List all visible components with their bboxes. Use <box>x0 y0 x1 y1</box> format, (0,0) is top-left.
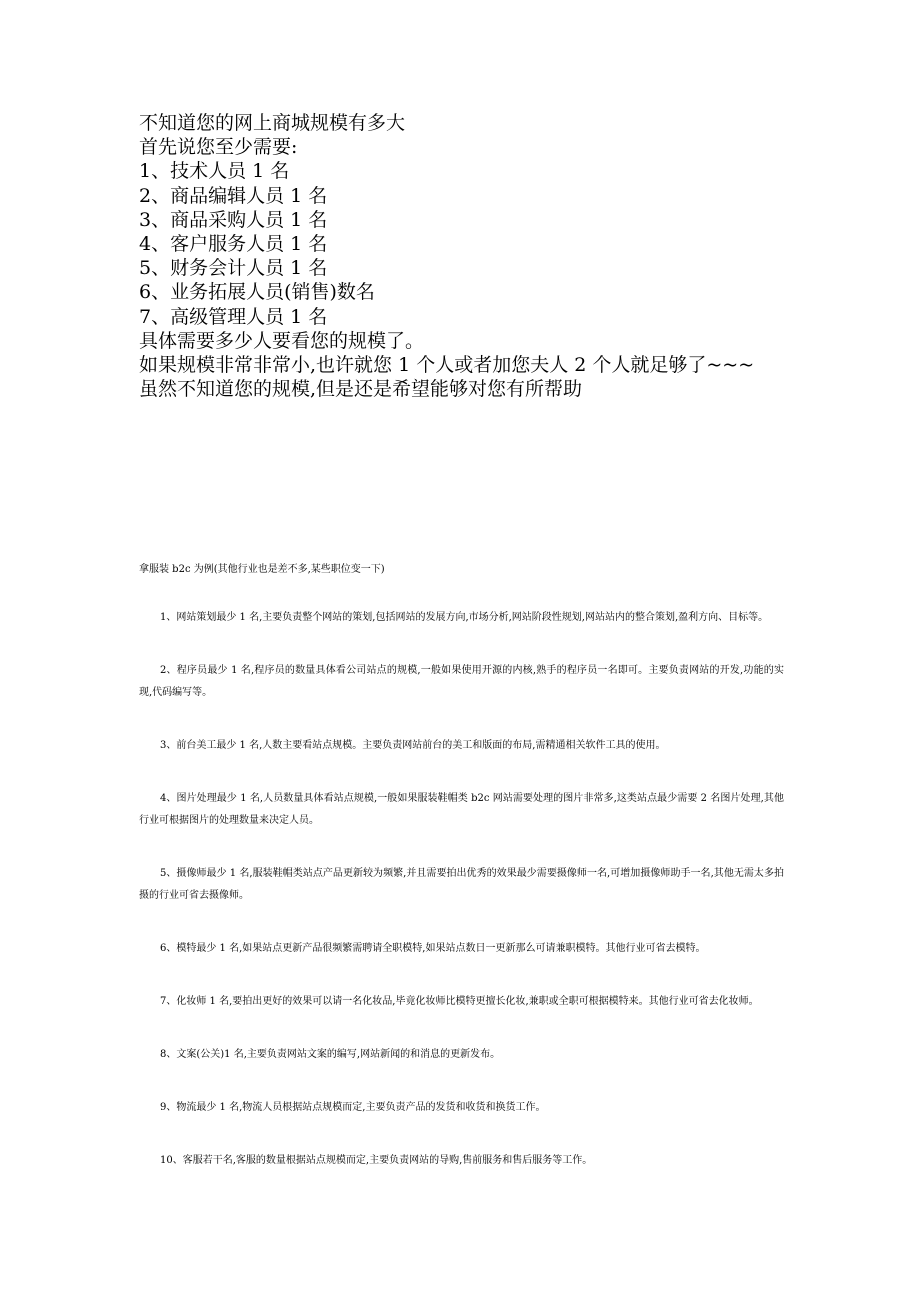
summary-list-item: 3、商品采购人员 1 名 <box>139 208 328 231</box>
summary-intro: 首先说您至少需要: <box>139 136 298 159</box>
summary-closing: 虽然不知道您的规模,但是还是希望能够对您有所帮助 <box>139 378 583 401</box>
detail-item-model: 6、模特最少 1 名,如果站点更新产品很频繁需聘请全职模特,如果站点数日一更新那么可请兼职模特。其他行业可省去模特。 <box>160 943 706 954</box>
detail-item-designer: 3、前台美工最少 1 名,人数主要看站点规模。主要负责网站前台的美工和版面的布局,需精通相关软件工具的使用。 <box>160 740 666 751</box>
detail-item-logistics: 9、物流最少 1 名,物流人员根据站点规模而定,主要负责产品的发货和收货和换货工作。 <box>160 1102 546 1113</box>
summary-list-item: 7、高级管理人员 1 名 <box>139 305 328 328</box>
detail-intro: 拿服装 b2c 为例(其他行业也是差不多,某些职位变一下) <box>139 564 385 575</box>
summary-note: 如果规模非常非常小,也许就您 1 个人或者加您夫人 2 个人就足够了~~~ <box>139 354 755 377</box>
summary-list-item: 5、财务会计人员 1 名 <box>139 257 328 280</box>
b2c-staffing-detail <box>139 563 784 1203</box>
detail-item-copywriter: 8、文案(公关)1 名,主要负责网站文案的编写,网站新闻的和消息的更新发布。 <box>160 1049 501 1060</box>
summary-note: 具体需要多少人要看您的规模了。 <box>139 329 425 352</box>
detail-item-customer-service: 10、客服若干名,客服的数量根据站点规模而定,主要负责网站的导购,售前服务和售后服务等工作。 <box>160 1155 593 1166</box>
detail-item-photographer: 5、摄像师最少 1 名,服装鞋帽类站点产品更新较为频繁,并且需要拍出优秀的效果最少需要摄像师一名,可增加摄像师助手一名,其他无需太多拍摄的行业可省去摄像师。 <box>139 868 784 901</box>
detail-item-programmer: 2、程序员最少 1 名,程序员的数量具体看公司站点的规模,一般如果使用开源的内核,熟手的程序员一名即可。主要负责网站的开发,功能的实现,代码编写等。 <box>139 665 784 698</box>
summary-list-item: 6、业务拓展人员(销售)数名 <box>139 281 375 304</box>
summary-list-item: 1、技术人员 1 名 <box>139 160 290 183</box>
detail-item-image-processor: 4、图片处理最少 1 名,人员数量具体看站点规模,一般如果服装鞋帽类 b2c 网站需要处理的图片非常多,这类站点最少需要 2 名图片处理,其他行业可根据图片的处理数量来决定人员。 <box>139 793 784 826</box>
detail-item-planner: 1、网站策划最少 1 名,主要负责整个网站的策划,包括网站的发展方向,市场分析,网站阶段性规划,网站站内的整合策划,盈利方向、目标等。 <box>160 612 769 623</box>
staffing-summary <box>139 111 839 401</box>
detail-item-makeup-artist: 7、化妆师 1 名,要拍出更好的效果可以请一名化妆品,毕竟化妆师比模特更擅长化妆,兼职或全职可根据模特来。其他行业可省去化妆师。 <box>160 996 759 1007</box>
summary-heading: 不知道您的网上商城规模有多大 <box>139 112 406 134</box>
summary-list-item: 2、商品编辑人员 1 名 <box>139 184 328 207</box>
summary-list-item: 4、客户服务人员 1 名 <box>139 233 328 256</box>
